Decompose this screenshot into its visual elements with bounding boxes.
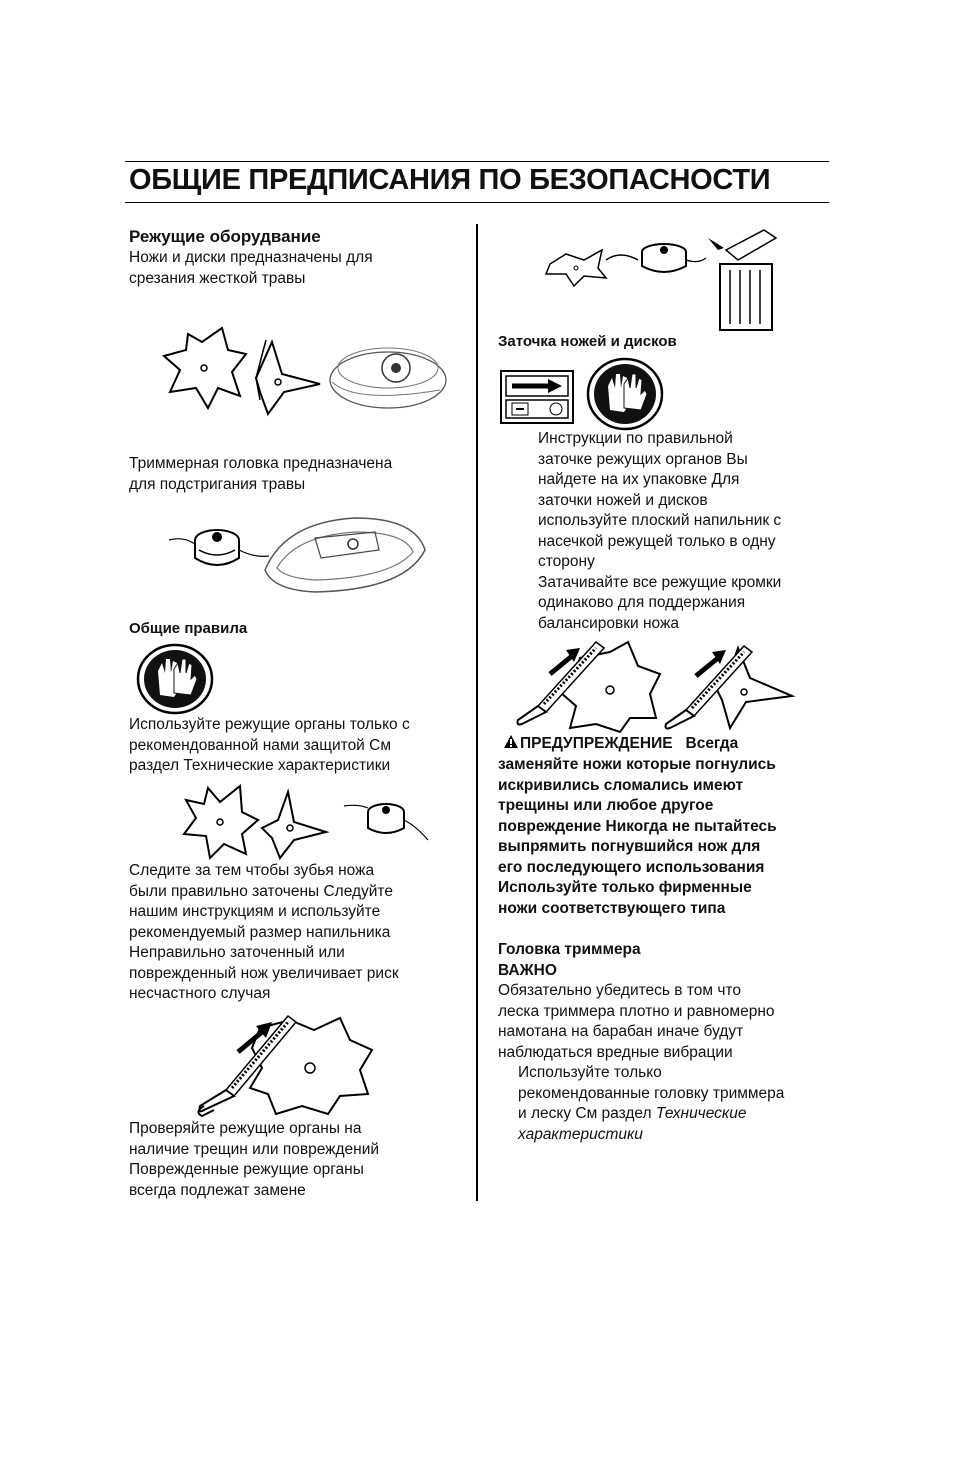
trash-bin-illustration xyxy=(540,220,780,332)
file-sharpening-illustration xyxy=(190,1010,380,1122)
cutting-text: Ножи и диски предназначены для срезания жесткой травы xyxy=(129,249,373,287)
column-divider xyxy=(476,224,478,1201)
warning-first-line xyxy=(520,734,738,755)
general-heading: Общие правила xyxy=(129,620,248,637)
gloves-icon-sharpening xyxy=(588,358,664,430)
sharpen-heading: Заточка ножей и дисков xyxy=(498,333,677,350)
recommend-text: Используйте только рекомендованные головку триммера и леску См раздел Технические характеристики xyxy=(518,1064,785,1143)
file-sharpening-pair-illustration xyxy=(510,638,810,734)
blades-illustration xyxy=(160,320,450,415)
trimmer-head-illustration xyxy=(165,510,430,595)
trimmer-head-text: Обязательно убедитесь в том что леска триммера плотно и равномерно намотана на барабан иначе будут наблюдаться вредные вибрации xyxy=(498,982,775,1061)
warning-label: ПРЕДУПРЕЖДЕНИЕ xyxy=(520,735,673,752)
cutting-heading: Режущие оборудвание xyxy=(129,227,321,246)
sharpen-text: Инструкции по правильной заточке режущих органов Вы найдете на их упаковке Для заточки ножей и дисков используйте плоский напильник с насечкой режущей только в одну сторону Затачивайте все режущие кромки одинаково для поддержания балансировки ножа xyxy=(538,430,782,632)
blades-head-illustration xyxy=(180,780,430,860)
trimmer-head-heading: Головка триммера ВАЖНО xyxy=(498,940,641,981)
check-text: Проверяйте режущие органы на наличие трещин или повреждений Поврежденные режущие органы всегда подлежат замене xyxy=(129,1120,380,1199)
important-label: ВАЖНО xyxy=(498,961,557,979)
warning-triangle-icon xyxy=(504,735,518,748)
warning-text: заменяйте ножи которые погнулись искривились сломались имеют трещины или любое другое повреждение Никогда не пытайтесь выпрямить погнувшийся нож для его последующего использования Используйте только фирменные ножи соответствующего типа xyxy=(498,756,777,917)
title-rule-bottom xyxy=(125,202,829,203)
title-rule-top xyxy=(125,161,829,162)
package-label-icon xyxy=(500,370,574,424)
warning-first-word: Всегда xyxy=(685,735,739,752)
teeth-text: Следите за тем чтобы зубья ножа были правильно заточены Следуйте нашим инструкциям и используйте рекомендуемый размер напильника Неправильно заточенный или поврежденный нож увеличивает риск несчастного случая xyxy=(129,862,399,1002)
general-text: Используйте режущие органы только с рекомендованной нами защитой См раздел Технические характеристики xyxy=(129,716,410,774)
page-title: ОБЩИЕ ПРЕДПИСАНИЯ ПО БЕЗОПАСНОСТИ xyxy=(129,164,771,196)
gloves-icon xyxy=(138,645,214,713)
trimmer-text: Триммерная головка предназначена для подстригания травы xyxy=(129,455,393,493)
